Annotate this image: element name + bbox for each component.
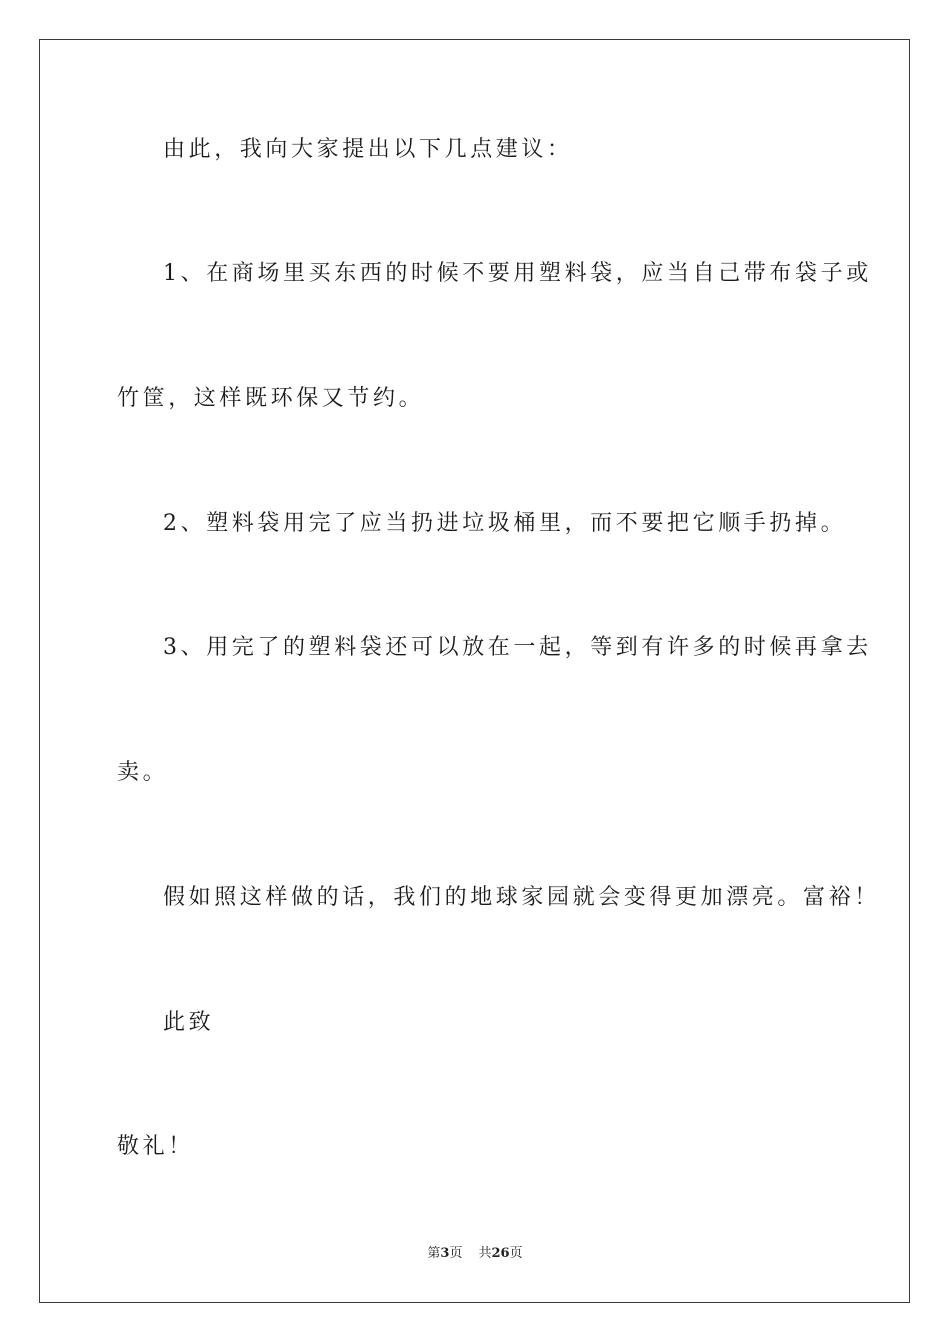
- footer-page-number: 3: [440, 1246, 450, 1261]
- footer-total-prefix: 共: [478, 1246, 492, 1261]
- page-footer: [0, 1244, 950, 1264]
- paragraph-conclusion: 假如照这样做的话，我们的地球家园就会变得更加漂亮。富裕！: [163, 885, 880, 910]
- paragraph-suggestion-1-cont: 竹筐，这样既环保又节约。: [117, 386, 425, 411]
- paragraph-suggestion-3: 3、用完了的塑料袋还可以放在一起，等到有许多的时候再拿去: [163, 635, 872, 660]
- paragraph-suggestion-3-cont: 卖。: [117, 760, 169, 785]
- closing-regards: 敬礼！: [117, 1134, 194, 1159]
- page-border: [39, 39, 910, 1303]
- footer-page-prefix: 第: [427, 1246, 441, 1261]
- paragraph-suggestion-1: 1、在商场里买东西的时候不要用塑料袋，应当自己带布袋子或: [163, 261, 872, 286]
- footer-total-pages: 26: [491, 1246, 510, 1261]
- paragraph-intro: 由此，我向大家提出以下几点建议：: [163, 137, 573, 162]
- paragraph-suggestion-2: 2、塑料袋用完了应当扔进垃圾桶里，而不要把它顺手扔掉。: [163, 511, 847, 536]
- closing-salutation: 此致: [163, 1010, 215, 1035]
- footer-page-suffix: 页: [449, 1246, 463, 1261]
- footer-total-suffix: 页: [509, 1246, 523, 1261]
